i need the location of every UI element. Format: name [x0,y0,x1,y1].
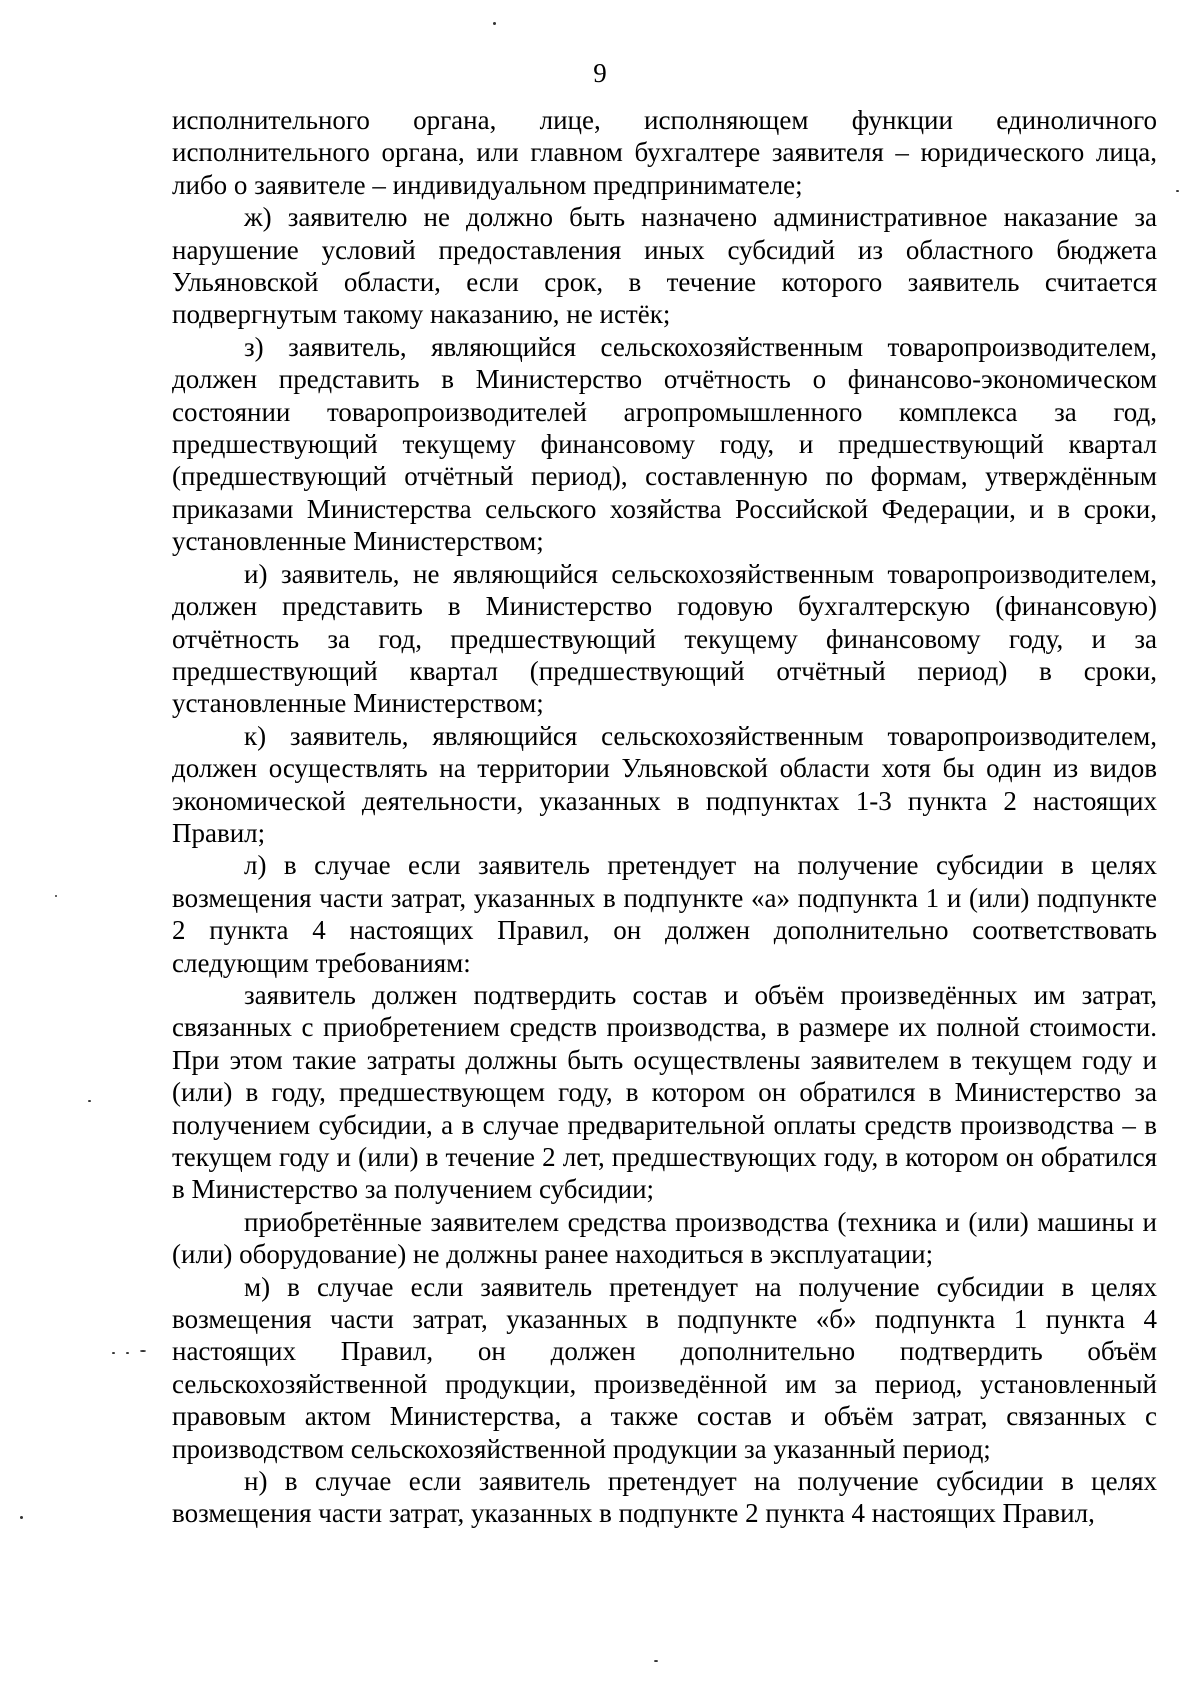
scan-speck [126,1352,129,1354]
scan-speck [88,1100,91,1102]
scan-speck [112,1352,115,1354]
page-number: 9 [593,58,607,88]
scan-speck [55,895,57,897]
paragraph-l: л) в случае если заявитель претендует на получение субсидии в целях возмещения части затрат, указанных в подпункте «а» подпункта 1 и (или) подпункте 2 пункта 4 настоящих Правил, он должен дополнительно соответствовать следующим требованиям: [172,850,1157,978]
scan-speck [493,22,496,25]
paragraph-i: и) заявитель, не являющийся сельскохозяйственным товаропроизводителем, должен представить в Министерство годовую бухгалтерскую (финансовую) отчётность за год, предшествующий текущему финансовому году, и за предшествующий квартал (предшествующий отчётный период) в сроки, установленные Министерством; [172,558,1157,719]
scan-speck [20,1516,23,1519]
paragraph-n: н) в случае если заявитель претендует на получение субсидии в целях возмещения части затрат, указанных в подпункте 2 пункта 4 настоящих Правил, [172,1466,1157,1529]
scan-speck [140,1350,146,1352]
paragraph-zh: ж) заявителю не должно быть назначено административное наказание за нарушение условий предоставления иных субсидий из областного бюджета Ульяновской области, если срок, в течение которого заявитель считается подвергнутым такому наказанию, не истёк; [172,202,1157,330]
paragraph-k: к) заявитель, являющийся сельскохозяйственным товаропроизводителем, должен осуществлять на территории Ульяновской области хотя бы один из видов экономической деятельности, указанных в подпунктах 1-3 пункта 2 настоящих Правил; [172,720,1157,848]
scan-speck [1176,190,1179,192]
paragraph-l-requirement-2: приобретённые заявителем средства производства (техника и (или) машины и (или) оборудование) не должны ранее находиться в эксплуатации; [172,1206,1157,1270]
paragraph-continuation: исполнительного органа, лице, исполняющем функции единоличного исполнительного органа, или главном бухгалтере заявителя – юридического лица, либо о заявителе – индивидуальном предпринимателе; [172,105,1157,200]
paragraph-l-requirement-1: заявитель должен подтвердить состав и объём произведённых им затрат, связанных с приобретением средств производства, в размере их полной стоимости. При этом такие затраты должны быть осуществлены заявителем в текущем году и (или) в году, предшествующем году, в котором он обратился в Министерство за получением субсидии, а в случае предварительной оплаты средств производства – в текущем году и (или) в течение 2 лет, предшествующих году, в котором он обратился в Министерство за получением субсидии; [172,979,1157,1205]
document-body [172,104,1157,1530]
paragraph-z: з) заявитель, являющийся сельскохозяйственным товаропроизводителем, должен представить в Министерство отчётность о финансово-экономическом состоянии товаропроизводителей агропромышленного комплекса за год, предшествующий текущему финансовому году, и предшествующий квартал (предшествующий отчётный период), составленную по формам, утверждённым приказами Министерства сельского хозяйства Российской Федерации, и в сроки, установленные Министерством; [172,331,1157,557]
scan-speck [654,1660,658,1662]
paragraph-m: м) в случае если заявитель претендует на получение субсидии в целях возмещения части затрат, указанных в подпункте «б» подпункта 1 пункта 4 настоящих Правил, он должен дополнительно подтвердить объём сельскохозяйственной продукции, произведённой им за период, установленный правовым актом Министерства, а также состав и объём затрат, связанных с производством сельскохозяйственной продукции за указанный период; [172,1271,1157,1464]
